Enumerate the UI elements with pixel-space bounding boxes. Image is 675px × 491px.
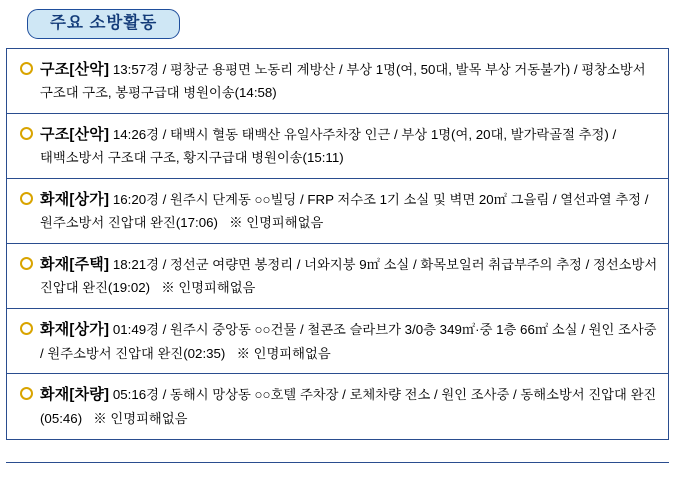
incident-text	[40, 383, 658, 429]
list-item	[7, 309, 668, 374]
incident-detail: 05:16경 / 동해시 망상동 ○○호텔 주차장 / 로체차량 전소 / 원인 조사중 / 동해소방서 진압대 완진(05:46)	[40, 387, 657, 426]
incident-note: ※ 인명피해없음	[161, 280, 256, 296]
incident-note: ※ 인명피해없음	[93, 410, 188, 426]
incident-list	[6, 48, 669, 440]
incident-detail: 14:26경 / 태백시 혈동 태백산 유일사주차장 인근 / 부상 1명(여, 20대, 발가락골절 추정) / 태백소방서 구조대 구조, 황지구급대 병원이송(15:11)	[40, 126, 617, 166]
incident-category: 구조[산악]	[40, 60, 110, 78]
list-item	[7, 179, 668, 244]
list-item	[7, 49, 668, 114]
incident-detail: 01:49경 / 원주시 중앙동 ○○건물 / 철콘조 슬라브가 3/0층 349㎡·중 1층 66㎡ 소실 / 원인 조사중 / 원주소방서 진압대 완진(02:35)	[40, 322, 657, 361]
circle-bullet-icon	[20, 257, 33, 270]
incident-text	[40, 253, 658, 299]
incident-category: 화재[상가]	[40, 321, 110, 339]
title-area	[0, 0, 675, 39]
incident-note: ※ 인명피해없음	[236, 345, 331, 361]
incident-text	[40, 123, 658, 169]
list-item	[7, 244, 668, 309]
incident-category: 화재[주택]	[40, 256, 110, 274]
circle-bullet-icon	[20, 127, 33, 140]
list-item	[7, 114, 668, 179]
circle-bullet-icon	[20, 322, 33, 335]
incident-text	[40, 58, 658, 104]
spacer	[0, 440, 675, 462]
incident-detail: 16:20경 / 원주시 단계동 ○○빌딩 / FRP 저수조 1기 소실 및 벽면 20㎡ 그을림 / 열선과열 추정 / 원주소방서 진압대 완진(17:06)	[40, 191, 649, 231]
incident-category: 구조[산악]	[40, 125, 110, 143]
incident-detail: 18:21경 / 정선군 여량면 봉정리 / 너와지붕 9㎡ 소실 / 화목보일러 취급부주의 추정 / 정선소방서 진압대 완진(19:02)	[40, 257, 658, 296]
circle-bullet-icon	[20, 192, 33, 205]
circle-bullet-icon	[20, 387, 33, 400]
page-title: 주요 소방활동	[27, 9, 180, 39]
bottom-divider	[6, 462, 669, 463]
list-item	[7, 374, 668, 438]
incident-category: 화재[상가]	[40, 190, 110, 208]
circle-bullet-icon	[20, 62, 33, 75]
incident-category: 화재[차량]	[40, 386, 110, 404]
incident-text	[40, 318, 658, 364]
incident-detail: 13:57경 / 평창군 용평면 노동리 계방산 / 부상 1명(여, 50대, 발목 부상 거동불가) / 평창소방서 구조대 구조, 봉평구급대 병원이송(14:58)	[40, 61, 646, 100]
incident-text	[40, 188, 658, 234]
incident-note: ※ 인명피해없음	[229, 215, 324, 231]
